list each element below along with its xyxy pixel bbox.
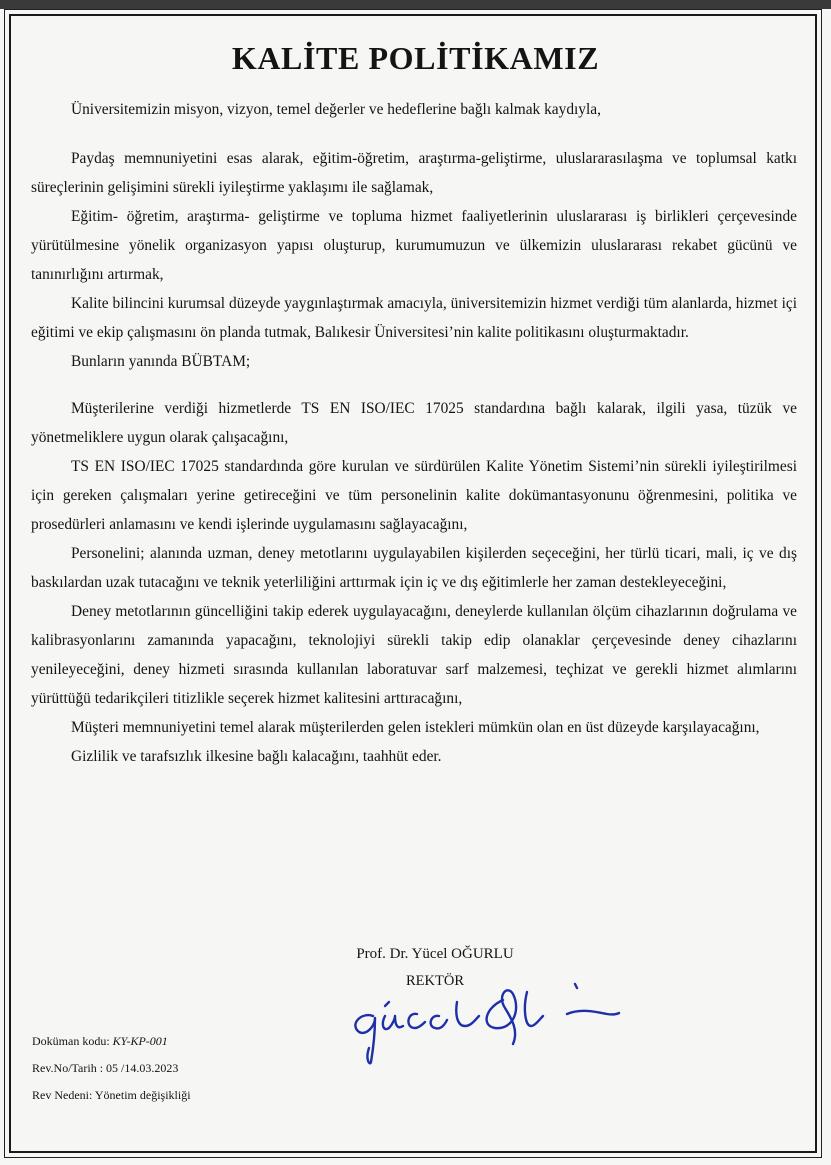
paragraph-satisfaction: Müşteri memnuniyetini temel alarak müşterilerden gelen istekleri mümkün olan en üst düzeyde karşılayacağını, [71,719,760,736]
doc-code-value: KY-KP-001 [112,1034,168,1048]
document-info [32,1028,191,1109]
revision-label: Rev.No/Tarih : [32,1061,104,1075]
document-title: KALİTE POLİTİKAMIZ [231,40,600,76]
paragraph-customers: Müşterilerine verdiği hizmetlerde TS EN ISO/IEC 17025 standardına bağlı kalarak, ilgili yasa, tüzük ve yönetmeliklere uygun olarak çalışacağını, [31,400,797,446]
revision-reason-value: Yönetim değişikliği [94,1088,191,1102]
handwritten-signature [345,978,625,1068]
top-scan-edge [0,0,831,9]
policy-body [31,95,797,771]
paragraph-personnel: Personelini; alanında uzman, deney metotlarını uygulayabilen kişilerden seçeceğini, her türlü ticari, mali, iç ve dış baskılardan uzak tutacağını ve teknik yeterliliğini arttırmak için iç ve dış eğitimlerle her zaman destekleyeceğini, [31,545,797,591]
paragraph-intro: Üniversitemizin misyon, vizyon, temel değerler ve hedeflerine bağlı kalmak kaydıyla, [71,101,601,118]
doc-code-label: Doküman kodu: [32,1034,110,1048]
revision-reason-label: Rev Nedeni: [32,1088,93,1102]
paragraph-qms: TS EN ISO/IEC 17025 standardında göre kurulan ve sürdürülen Kalite Yönetim Sistemi’nin sürekli iyileştirilmesi için gereken çalışmaları yerine getireceğini ve tüm personelinin kalite dokümantasyonunu öğrenmesini, politika ve prosedürleri anlamasını ve kendi işlerinde uygulamasını sağlayacağını, [31,458,797,533]
paragraph-international: Eğitim- öğretim, araştırma- geliştirme ve topluma hizmet faaliyetlerinin uluslararası iş birlikleri çerçevesinde yürütülmesine yönelik organizasyon yapısı oluşturup, kurumumuzun ve ülkemizin uluslararası rekabet gücünü ve tanınırlığını artırmak, [31,208,797,283]
paragraph-methods: Deney metotlarının güncelliğini takip ederek uygulayacağını, deneylerde kullanılan ölçüm cihazlarının doğrulama ve kalibrasyonlarını zamanında yapacağını, teknolojiyi sürekli takip edip olanaklar çerçevesinde deney cihazlarını yenileyeceğini, deney hizmeti sırasında kullanılan laboratuvar sarf malzemesi, teçhizat ve gerekli hizmet alımlarını yürüttüğü tedarikçileri titizlikle seçerek hizmet kalitesini arttıracağını, [31,603,797,707]
paragraph-quality-awareness: Kalite bilincini kurumsal düzeyde yaygınlaştırmak amacıyla, üniversitemizin hizmet verdiği tüm alanlarda, hizmet içi eğitimi ve ekip çalışmasını ön planda tutmak, Balıkesir Üniversitesi’nin kalite politikasını oluşturmaktadır. [31,295,797,341]
paragraph-bubtam: Bunların yanında BÜBTAM; [71,353,251,370]
paragraph-stakeholder: Paydaş memnuniyetini esas alarak, eğitim-öğretim, araştırma-geliştirme, uluslararasılaşma ve toplumsal katkı süreçlerinin gelişimini sürekli iyileştirme yaklaşımı ile sağlamak, [31,150,797,196]
paragraph-confidentiality: Gizlilik ve tarafsızlık ilkesine bağlı kalacağını, taahhüt eder. [71,748,442,765]
revision-value: 05 /14.03.2023 [106,1061,179,1075]
signatory-name: Prof. Dr. Yücel OĞURLU [356,946,514,962]
signatory-role: REKTÖR [406,973,464,989]
doc-code-line [32,1028,191,1055]
revision-reason-line [32,1082,191,1109]
revision-line [32,1055,191,1082]
